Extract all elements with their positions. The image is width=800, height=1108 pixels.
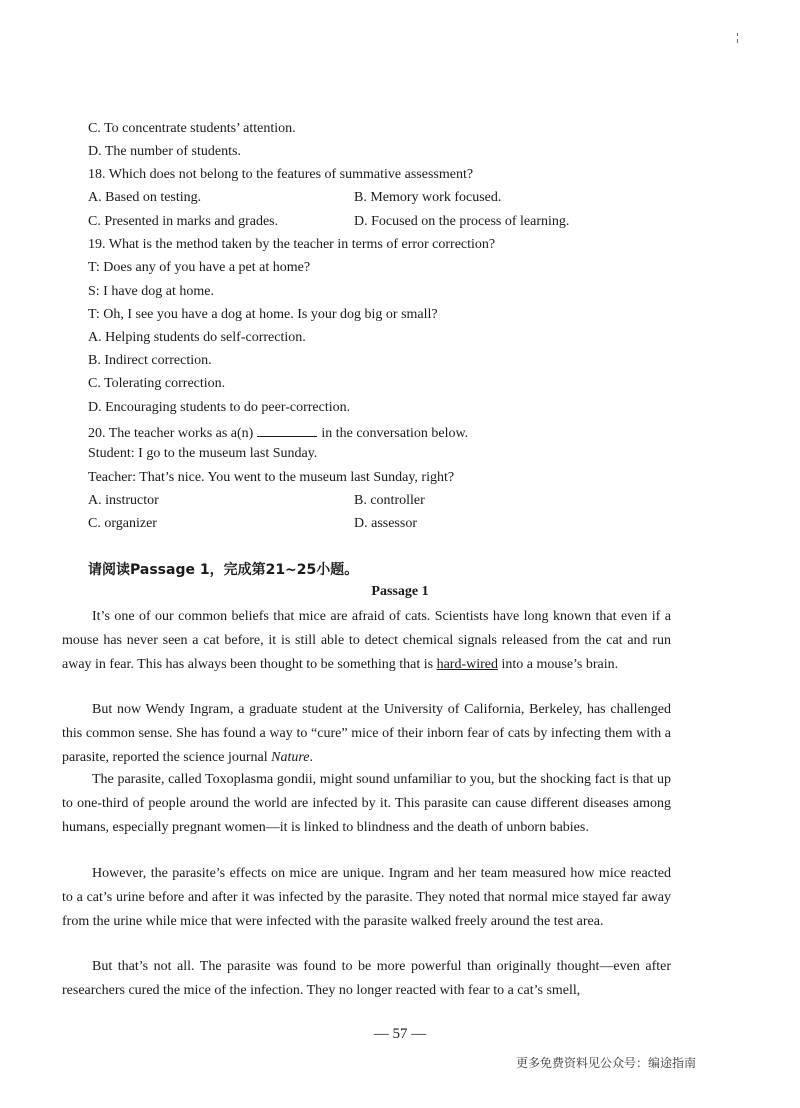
option-b19: B. Indirect correction. xyxy=(88,353,212,368)
option-a20: A. instructor xyxy=(88,493,159,508)
dialogue-line: S: I have dog at home. xyxy=(88,284,214,299)
passage-paragraph-2 xyxy=(62,698,671,770)
scan-mark xyxy=(737,39,738,43)
option-c19: C. Tolerating correction. xyxy=(88,376,226,391)
option-d17: D. The number of students. xyxy=(88,144,241,159)
journal-name: Nature xyxy=(271,750,310,765)
passage-title: Passage 1 xyxy=(371,584,429,599)
passage-paragraph-5: But that’s not all. The parasite was found to be more powerful than originally thought—even after researchers cured the mice of the infection. They no longer reacted with fear to a cat’s smell, xyxy=(62,959,671,998)
page-number: — 57 — xyxy=(373,1026,427,1042)
option-d20: D. assessor xyxy=(354,516,417,531)
paragraph-text: But now Wendy Ingram, a graduate student at the University of California, Berkeley, has challenged this common sense. She has found a way to “cure” mice of their inborn fear of cats by infecting them with a parasite, reported the science journal xyxy=(62,702,671,765)
section-instruction: 请阅读Passage 1，完成第21~25小题。 xyxy=(88,562,359,578)
passage-paragraph-4: However, the parasite’s effects on mice are unique. Ingram and her team measured how mice reacted to a cat’s urine before and after it was infected by the parasite. They noted that normal mice stayed far away from the urine while mice that were infected with the parasite walked freely around the test area. xyxy=(62,866,671,929)
passage-paragraph-1 xyxy=(62,605,671,677)
option-a19: A. Helping students do self-correction. xyxy=(88,330,306,345)
answer-blank xyxy=(257,422,317,437)
option-d19: D. Encouraging students to do peer-correction. xyxy=(88,400,351,415)
option-c17: C. To concentrate students’ attention. xyxy=(88,121,296,136)
passage-paragraph-3: The parasite, called Toxoplasma gondii, might sound unfamiliar to you, but the shocking fact is that up to one-third of people around the world are infected by it. This parasite can cause different diseases among humans, especially pregnant women—it is linked to blindness and the death of unborn babies. xyxy=(62,772,671,835)
option-c18: C. Presented in marks and grades. xyxy=(88,214,279,229)
dialogue-line: T: Oh, I see you have a dog at home. Is your dog big or small? xyxy=(88,307,438,322)
option-a18: A. Based on testing. xyxy=(88,190,202,205)
question-19: 19. What is the method taken by the teacher in terms of error correction? xyxy=(88,237,496,252)
question-20 xyxy=(88,422,468,443)
dialogue-line: Teacher: That’s nice. You went to the museum last Sunday, right? xyxy=(88,470,455,485)
option-b20: B. controller xyxy=(354,493,425,508)
option-b18: B. Memory work focused. xyxy=(354,190,502,205)
question-20-prefix: 20. The teacher works as a(n) xyxy=(88,426,254,441)
question-20-suffix: in the conversation below. xyxy=(321,426,469,441)
question-18: 18. Which does not belong to the features of summative assessment? xyxy=(88,167,474,182)
option-c20: C. organizer xyxy=(88,516,157,531)
paragraph-text: . xyxy=(309,750,313,765)
footer-note: 更多免费资料见公众号：编途指南 xyxy=(515,1056,696,1070)
underlined-term: hard-wired xyxy=(436,657,498,672)
dialogue-line: T: Does any of you have a pet at home? xyxy=(88,260,311,275)
paragraph-text: It’s one of our common beliefs that mice are afraid of cats. Scientists have long known that even if a mouse has never seen a cat before, it is still able to detect chemical signals released from the cat and run away in fear. This has always been thought to be something that is xyxy=(62,609,671,672)
option-d18: D. Focused on the process of learning. xyxy=(354,214,570,229)
dialogue-line: Student: I go to the museum last Sunday. xyxy=(88,446,318,461)
paragraph-text: into a mouse’s brain. xyxy=(501,657,619,672)
scan-mark xyxy=(737,33,738,36)
